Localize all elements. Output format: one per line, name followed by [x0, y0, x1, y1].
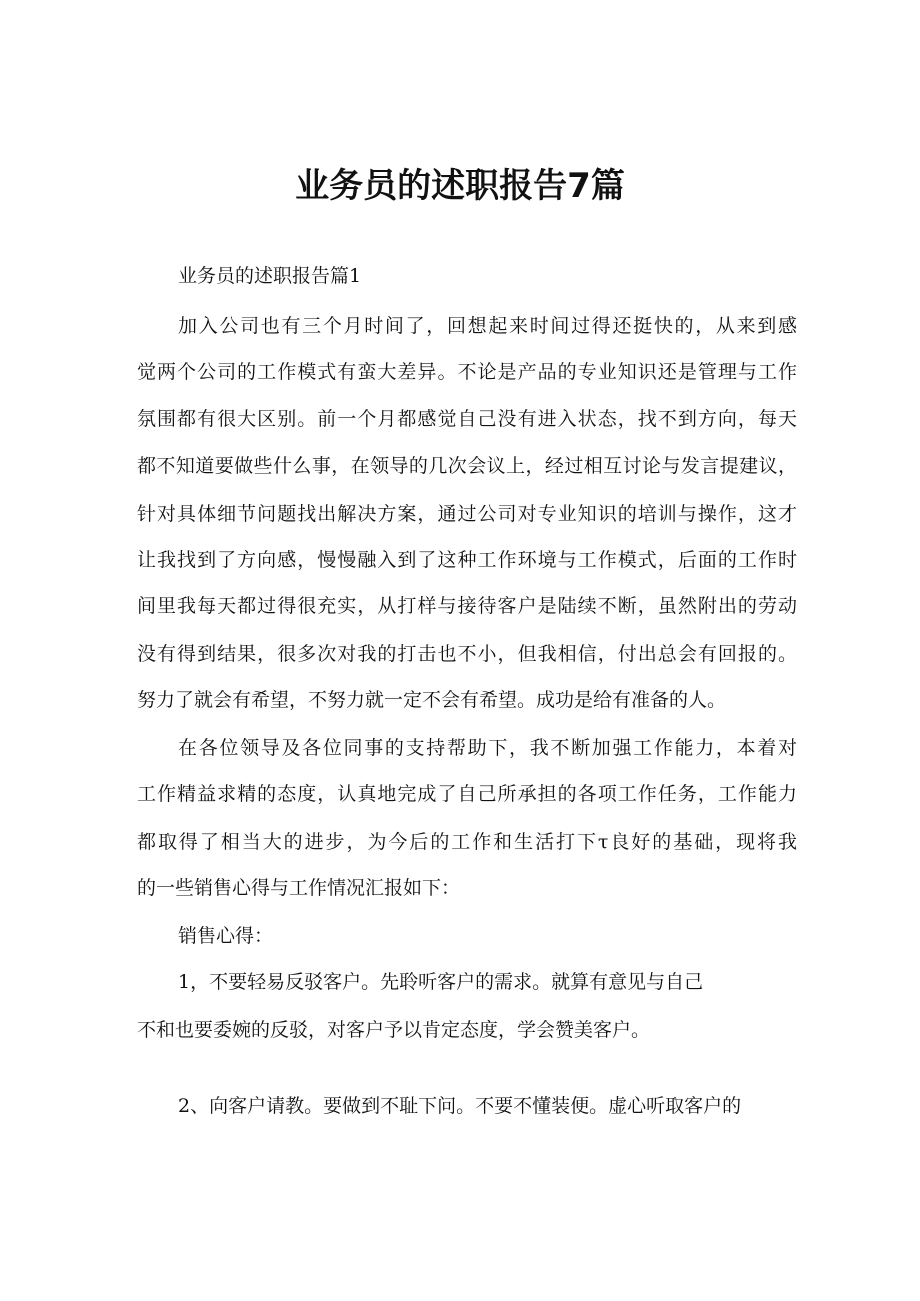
paragraph-line: 针对具体细节问题找出解决方案，通过公司对专业知识的培训与操作，这才	[137, 503, 797, 525]
paragraph-line: 在各位领导及各位同事的支持帮助下，我不断加强工作能力，本着对	[178, 737, 797, 759]
list-item: 1，不要轻易反驳客户。先聆听客户的需求。就算有意见与自己	[178, 971, 704, 993]
paragraph-line: 都不知道要做些什么事，在领导的几次会议上，经过相互讨论与发言提建议，	[137, 455, 797, 477]
section-heading: 业务员的述职报告篇1	[178, 265, 362, 287]
paragraph-line: 觉两个公司的工作模式有蛮大差异。不论是产品的专业知识还是管理与工作	[137, 361, 797, 383]
paragraph-line: 氛围都有很大区别。前一个月都感觉自己没有进入状态，找不到方向，每天	[137, 408, 797, 430]
list-item: 2、向客户请教。要做到不耻下问。不要不懂装便。虚心听取客户的	[178, 1095, 742, 1117]
paragraph-line: 没有得到结果，很多次对我的打击也不小，但我相信，付出总会有回报的。	[137, 643, 797, 665]
paragraph-line: 努力了就会有希望，不努力就一定不会有希望。成功是给有准备的人。	[137, 689, 727, 711]
document-title: 业务员的述职报告7篇	[295, 166, 625, 206]
list-item-continuation: 不和也要委婉的反驳，对客户予以肯定态度，学会赞美客户。	[137, 1019, 651, 1041]
paragraph-line: 加入公司也有三个月时间了，回想起来时间过得还挺快的，从来到感	[178, 315, 797, 337]
paragraph-line: 工作精益求精的态度，认真地完成了自己所承担的各项工作任务，工作能力	[137, 783, 797, 805]
section-heading: 销售心得：	[178, 925, 274, 947]
paragraph-line: 让我找到了方向感，慢慢融入到了这种工作环境与工作模式，后面的工作时	[137, 549, 797, 571]
paragraph-line: 都取得了相当大的进步，为今后的工作和生活打下τ良好的基础，现将我	[137, 831, 797, 853]
paragraph-line: 间里我每天都过得很充实，从打样与接待客户是陆续不断，虽然附出的劳动	[137, 595, 797, 617]
paragraph-line: 的一些销售心得与工作情况汇报如下：	[137, 877, 461, 899]
